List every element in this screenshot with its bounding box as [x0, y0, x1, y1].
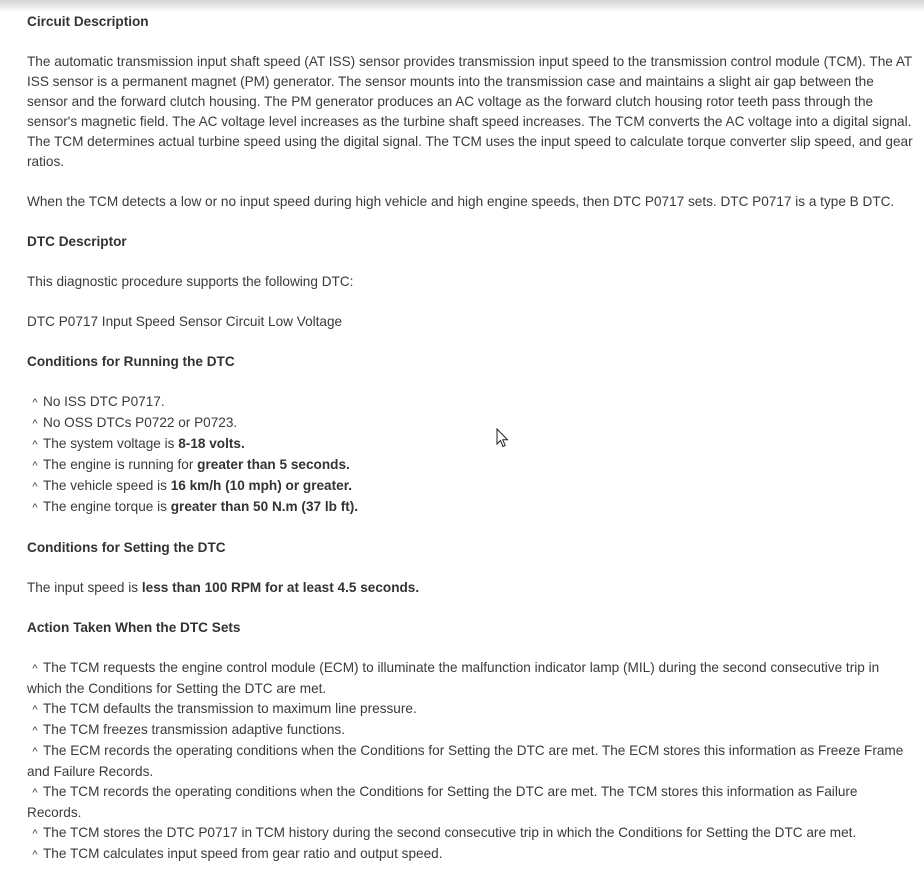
caret-bullet-icon: ^: [32, 439, 38, 451]
list-item: [27, 844, 913, 865]
caret-bullet-icon: ^: [32, 704, 38, 716]
item-bold: 8-18 volts.: [178, 436, 245, 451]
heading-action-taken: Action Taken When the DTC Sets: [27, 620, 241, 635]
mouse-pointer-icon: [496, 428, 510, 450]
list-item: [27, 455, 913, 476]
action-list: [27, 658, 913, 865]
heading-conditions-setting: Conditions for Setting the DTC: [27, 540, 226, 555]
circuit-paragraph-1: The automatic transmission input shaft speed (AT ISS) sensor provides transmission input speed to the transmission control module (TCM). The AT ISS sensor is a permanent magnet (PM) generator. The sensor mounts into the transmission case and maintains a slight air gap between the sensor and the forward clutch housing. The PM generator produces an AC voltage as the forward clutch housing rotor teeth pass through the sensor's magnetic field. The AC voltage level increases as the turbine shaft speed increases. The TCM converts the AC voltage into a digital signal. The TCM determines actual turbine speed using the digital signal. The TCM uses the input speed to calculate torque converter slip speed, and gear ratios.: [27, 54, 913, 169]
item-text: No ISS DTC P0717.: [43, 394, 165, 409]
list-item: [27, 741, 913, 782]
caret-bullet-icon: ^: [32, 481, 38, 493]
caret-bullet-icon: ^: [32, 460, 38, 472]
document-body: [27, 12, 913, 865]
caret-bullet-icon: ^: [32, 787, 38, 799]
list-item: [27, 782, 913, 823]
item-text: The TCM freezes transmission adaptive functions.: [43, 722, 345, 737]
item-bold: greater than 5 seconds.: [197, 457, 350, 472]
caret-bullet-icon: ^: [32, 725, 38, 737]
item-text: No OSS DTCs P0722 or P0723.: [43, 415, 238, 430]
list-item: [27, 434, 913, 455]
item-text: The engine torque is: [43, 499, 171, 514]
list-item: [27, 392, 913, 413]
item-bold: 16 km/h (10 mph) or greater.: [170, 478, 353, 493]
heading-circuit-description: Circuit Description: [27, 14, 149, 29]
list-item: [27, 658, 913, 699]
list-item: [27, 699, 913, 720]
caret-bullet-icon: ^: [32, 663, 38, 675]
setting-paragraph: [27, 578, 913, 598]
caret-bullet-icon: ^: [32, 418, 38, 430]
list-item: [27, 720, 913, 741]
circuit-paragraph-2: When the TCM detects a low or no input speed during high vehicle and high engine speeds, then DTC P0717 sets. DTC P0717 is a type B DTC.: [27, 194, 895, 209]
descriptor-paragraph-2: DTC P0717 Input Speed Sensor Circuit Low Voltage: [27, 314, 343, 329]
item-text: The engine is running for: [43, 457, 198, 472]
item-bold: greater than 50 N.m (37 lb ft).: [170, 499, 359, 514]
list-item: [27, 413, 913, 434]
item-text: The TCM requests the engine control module (ECM) to illuminate the malfunction indicator lamp (MIL) during the second consecutive trip in which the Conditions for Setting the DTC are met.: [27, 660, 880, 696]
heading-dtc-descriptor: DTC Descriptor: [27, 234, 127, 249]
item-text: The system voltage is: [43, 436, 179, 451]
caret-bullet-icon: ^: [32, 828, 38, 840]
item-text: The ECM records the operating conditions when the Conditions for Setting the DTC are met. The ECM stores this information as Freeze Frame and Failure Records.: [27, 743, 904, 779]
list-item: [27, 476, 913, 497]
item-text: The TCM records the operating conditions when the Conditions for Setting the DTC are met. The TCM stores this information as Failure Records.: [27, 784, 858, 820]
setting-bold: less than 100 RPM for at least 4.5 seconds.: [141, 580, 420, 595]
item-text: The vehicle speed is: [43, 478, 171, 493]
descriptor-paragraph-1: This diagnostic procedure supports the following DTC:: [27, 274, 354, 289]
item-text: The TCM calculates input speed from gear ratio and output speed.: [43, 846, 443, 861]
heading-conditions-running: Conditions for Running the DTC: [27, 354, 235, 369]
setting-text: The input speed is: [27, 580, 142, 595]
caret-bullet-icon: ^: [32, 746, 38, 758]
caret-bullet-icon: ^: [32, 397, 38, 409]
running-conditions-list: [27, 392, 913, 518]
item-text: The TCM stores the DTC P0717 in TCM history during the second consecutive trip in which the Conditions for Setting the DTC are met.: [43, 825, 857, 840]
caret-bullet-icon: ^: [32, 849, 38, 861]
item-text: The TCM defaults the transmission to maximum line pressure.: [43, 701, 417, 716]
list-item: [27, 497, 913, 518]
list-item: [27, 823, 913, 844]
top-shadow: [0, 0, 924, 12]
caret-bullet-icon: ^: [32, 502, 38, 514]
